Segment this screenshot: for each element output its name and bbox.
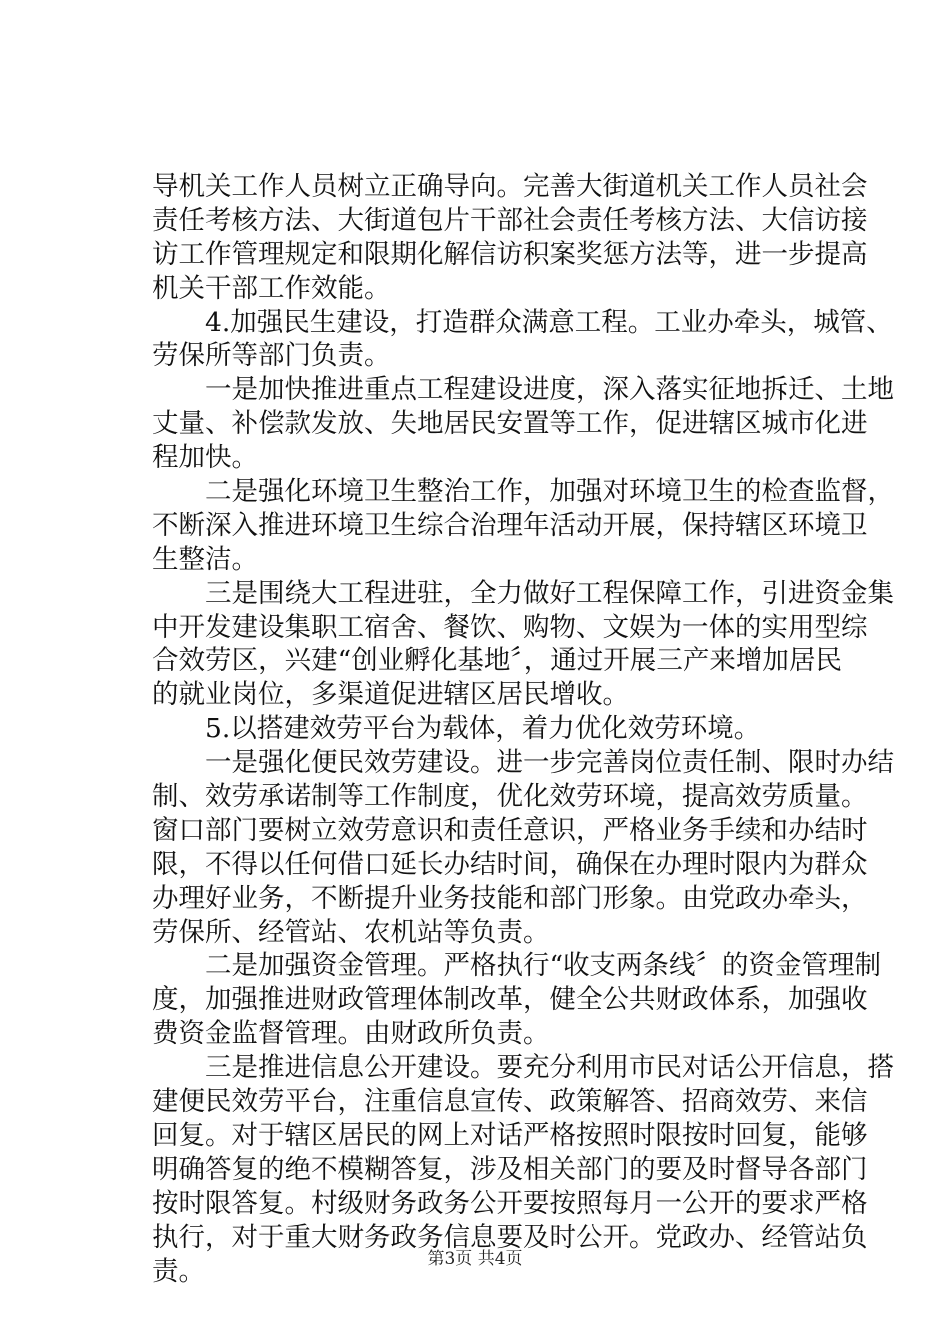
text-line: 三是推进信息公开建设。要充分利用市民对话公开信息，搭: [205, 1052, 894, 1084]
page-footer: 第3页 共4页: [427, 1249, 523, 1269]
document-body: [152, 170, 894, 1288]
text-line: 一是强化便民效劳建设。进一步完善岗位责任制、限时办结: [205, 747, 894, 779]
text-line: 按时限答复。村级财务政务公开要按照每月一公开的要求严格: [152, 1187, 868, 1219]
text-line: 不断深入推进环境卫生综合治理年活动开展，保持辖区环境卫: [152, 509, 868, 541]
text-line: 明确答复的绝不模糊答复，涉及相关部门的要及时督导各部门: [152, 1153, 868, 1185]
text-line: 导机关工作人员树立正确导向。完善大街道机关工作人员社会: [152, 171, 868, 202]
section-heading: 5.以搭建效劳平台为载体，着力优化效劳环境。: [205, 713, 761, 745]
text-line: 窗口部门要树立效劳意识和责任意识，严格业务手续和办结时: [152, 814, 868, 846]
text-line: 生整洁。: [152, 543, 258, 575]
text-line: 建便民效劳平台，注重信息宣传、政策解答、招商效劳、来信: [152, 1086, 868, 1118]
text-line: 二是强化环境卫生整治工作，加强对环境卫生的检查监督，: [205, 476, 894, 508]
text-line: 劳保所、经管站、农机站等负责。: [152, 916, 550, 948]
text-line: 一是加快推进重点工程建设进度，深入落实征地拆迁、土地: [205, 374, 894, 406]
text-line: 丈量、补偿款发放、失地居民安置等工作，促进辖区城市化进: [152, 408, 868, 440]
text-line: 访工作管理规定和限期化解信访积案奖惩方法等，进一步提高: [152, 238, 868, 270]
text-line: 劳保所等部门负责。: [152, 340, 391, 372]
text-line: 责。: [152, 1255, 205, 1287]
text-line: 制、效劳承诺制等工作制度，优化效劳环境，提高效劳质量。: [152, 781, 868, 813]
text-line: 回复。对于辖区居民的网上对话严格按照时限按时回复，能够: [152, 1119, 868, 1151]
text-line: 程加快。: [152, 442, 258, 474]
text-line: 执行，对于重大财务政务信息要及时公开。党政办、经管站负: [152, 1221, 868, 1253]
text-line: 机关干部工作效能。: [152, 272, 391, 304]
text-line: 责任考核方法、大街道包片干部社会责任考核方法、大信访接: [152, 204, 868, 236]
text-line: 度，加强推进财政管理体制改革，健全公共财政体系，加强收: [152, 984, 868, 1016]
text-line: 合效劳区，兴建“创业孵化基地〞，通过开展三产来增加居民: [152, 645, 842, 677]
text-line: 二是加强资金管理。严格执行“收支两条线〞的资金管理制: [205, 950, 882, 982]
text-line: 中开发建设集职工宿舍、餐饮、购物、文娱为一体的实用型综: [152, 611, 868, 643]
text-line: 限，不得以任何借口延长办结时间，确保在办理时限内为群众: [152, 848, 868, 880]
text-line: 办理好业务，不断提升业务技能和部门形象。由党政办牵头，: [152, 882, 868, 914]
text-line: 的就业岗位，多渠道促进辖区居民增收。: [152, 679, 629, 711]
text-line: 费资金监督管理。由财政所负责。: [152, 1018, 550, 1050]
text-line: 三是围绕大工程进驻，全力做好工程保障工作，引进资金集: [205, 577, 894, 609]
section-heading: 4.加强民生建设，打造群众满意工程。工业办牵头，城管、: [205, 306, 893, 338]
